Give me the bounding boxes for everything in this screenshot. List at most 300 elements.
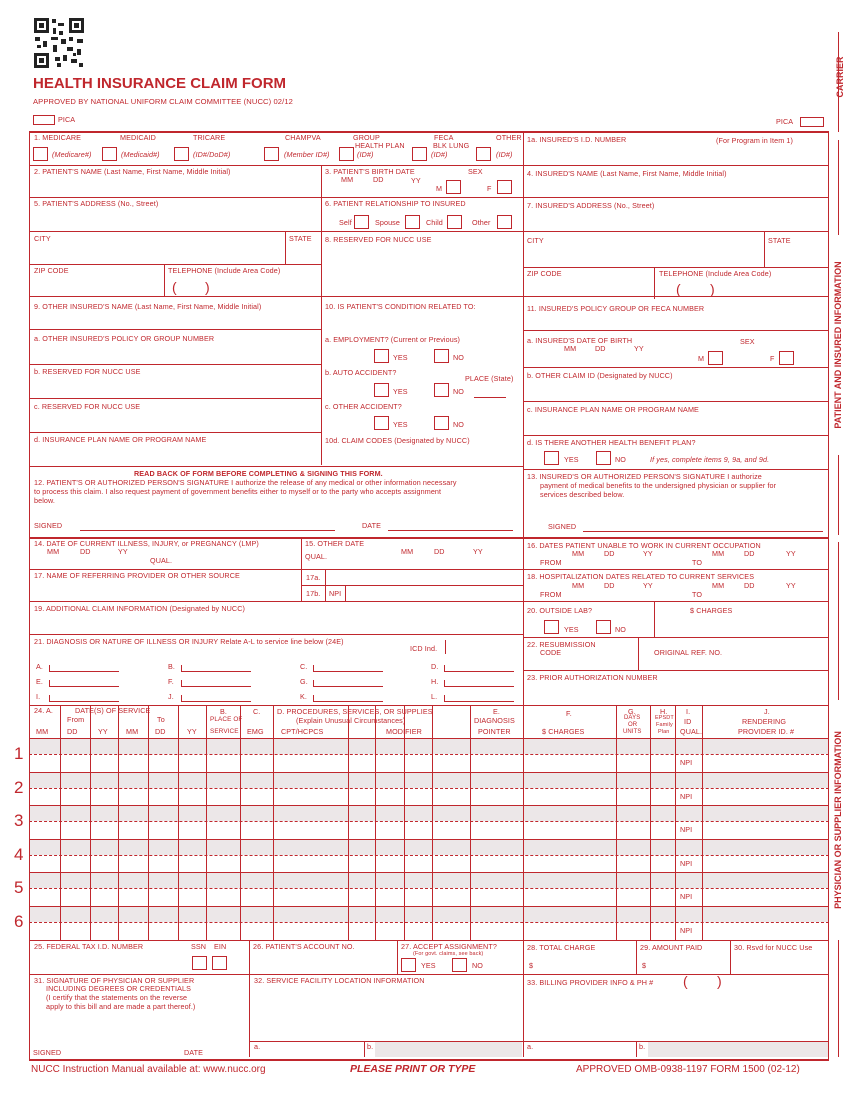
item24-mm1: MM xyxy=(36,727,49,736)
item6-child: Child xyxy=(426,218,443,227)
column-divider-right xyxy=(523,131,524,538)
service-line-entry[interactable] xyxy=(30,789,828,806)
item1-other-label: OTHER xyxy=(496,133,522,142)
item11a-m: M xyxy=(698,354,705,363)
insured-sex-m-checkbox[interactable] xyxy=(708,351,723,365)
item14-label: 14. DATE OF CURRENT ILLNESS, INJURY, or PREGNANCY (LMP) xyxy=(34,539,259,548)
item7-label: 7. INSURED'S ADDRESS (No., Street) xyxy=(527,201,655,210)
item15-label: 15. OTHER DATE xyxy=(305,539,365,548)
item21-label: 21. DIAGNOSIS OR NATURE OF ILLNESS OR INJURY Relate A-L to service line below (24E) xyxy=(34,637,344,646)
item17b-npi: NPI xyxy=(329,589,342,598)
item13-line1: 13. INSURED'S OR AUTHORIZED PERSON'S SIGNATURE I authorize xyxy=(527,472,762,481)
another-plan-no-label: NO xyxy=(615,455,626,464)
tricare-id-label: (ID#/DoD#) xyxy=(193,150,231,159)
other-accident-yes-checkbox[interactable] xyxy=(374,416,389,430)
outside-lab-yes-checkbox[interactable] xyxy=(544,620,559,634)
item24j-provider: PROVIDER ID. # xyxy=(738,727,795,736)
diagnosis-letter: K. xyxy=(300,692,307,701)
tricare-checkbox[interactable] xyxy=(174,147,189,161)
feca-id-label: (ID#) xyxy=(431,150,448,159)
item16-yy1: YY xyxy=(643,549,653,558)
item28-dollar: $ xyxy=(529,961,534,970)
item33-label: 33. BILLING PROVIDER INFO & PH # xyxy=(527,978,654,987)
employment-yes-label: YES xyxy=(393,353,408,362)
employment-no-checkbox[interactable] xyxy=(434,349,449,363)
patient-sex-f-checkbox[interactable] xyxy=(497,180,512,194)
service-line-number: 5 xyxy=(14,878,24,898)
item14-yy: YY xyxy=(118,547,128,556)
accept-no-label: NO xyxy=(472,961,483,970)
row-line-25 xyxy=(29,974,829,975)
item24g-label: G. xyxy=(628,707,636,716)
service-line-entry[interactable] xyxy=(30,856,828,873)
diagnosis-entry-line[interactable] xyxy=(444,686,514,687)
tel-left-paren-open: ( xyxy=(172,279,177,295)
item23-label: 23. PRIOR AUTHORIZATION NUMBER xyxy=(527,673,658,682)
row-line-8-right xyxy=(523,401,829,402)
item1a-label: 1a. INSURED'S I.D. NUMBER xyxy=(527,135,627,144)
item30-label: 30. Rsvd for NUCC Use xyxy=(734,943,813,952)
item14-15-divider xyxy=(301,537,302,569)
item11a-dd: DD xyxy=(595,344,606,353)
service-line-entry[interactable] xyxy=(30,923,828,940)
item1a-program-note: (For Program in Item 1) xyxy=(716,136,793,145)
other-checkbox[interactable] xyxy=(476,147,491,161)
row-line-10-right xyxy=(523,469,829,470)
insured-sex-f-checkbox[interactable] xyxy=(779,351,794,365)
item25-26-divider xyxy=(249,940,250,1057)
item24f-charges: $ CHARGES xyxy=(542,727,585,736)
row-line-4-right xyxy=(523,267,829,268)
item31-line2: INCLUDING DEGREES OR CREDENTIALS xyxy=(46,984,191,993)
patient-sex-m-checkbox[interactable] xyxy=(446,180,461,194)
item16-to: TO xyxy=(692,558,703,567)
item24-yy1: YY xyxy=(98,727,108,736)
item13-signature-line[interactable] xyxy=(583,531,823,532)
service-column-line xyxy=(675,705,676,940)
item4-label: 4. INSURED'S NAME (Last Name, First Name, Middle Initial) xyxy=(527,169,727,178)
other-accident-no-label: NO xyxy=(453,420,464,429)
item18-from: FROM xyxy=(540,590,562,599)
another-plan-yes-label: YES xyxy=(564,455,579,464)
pica-left-checkbox[interactable] xyxy=(33,115,55,125)
diagnosis-entry-line[interactable] xyxy=(444,701,514,702)
item24-from-label: From xyxy=(67,715,85,724)
item17-qual-divider xyxy=(325,569,326,601)
item17b-npi-divider xyxy=(345,585,346,601)
item24i-qual: QUAL. xyxy=(680,727,703,736)
item25-label: 25. FEDERAL TAX I.D. NUMBER xyxy=(34,942,144,951)
zip-right-label: ZIP CODE xyxy=(527,269,562,278)
diagnosis-entry-line[interactable] xyxy=(49,671,119,672)
service-column-line xyxy=(148,705,149,940)
group-health-checkbox[interactable] xyxy=(339,147,354,161)
item24h-family: Family xyxy=(656,722,673,728)
item31-signed: SIGNED xyxy=(33,1048,62,1057)
read-back-notice: READ BACK OF FORM BEFORE COMPLETING & SIGNING THIS FORM. xyxy=(134,469,383,478)
item31-line4: apply to this bill and are made a part thereof.) xyxy=(46,1002,196,1011)
diagnosis-entry-line[interactable] xyxy=(181,701,251,702)
other-accident-yes-label: YES xyxy=(393,420,408,429)
footer-right: APPROVED OMB-0938-1197 FORM 1500 (02-12) xyxy=(576,1064,800,1075)
item24-yy2: YY xyxy=(187,727,197,736)
item3-sex: SEX xyxy=(468,167,483,176)
service-column-line xyxy=(348,705,349,940)
service-column-line xyxy=(178,705,179,940)
row-line-17 xyxy=(29,601,829,602)
city-state-divider-left xyxy=(285,231,286,264)
item16-label: 16. DATES PATIENT UNABLE TO WORK IN CURRENT OCCUPATION xyxy=(527,541,761,550)
row-line-3 xyxy=(29,231,829,232)
item12-line1: 12. PATIENT'S OR AUTHORIZED PERSON'S SIGNATURE I authorize the release of any medical or other information necessary xyxy=(34,478,457,487)
service-line-shaded[interactable] xyxy=(30,907,828,922)
ein-checkbox[interactable] xyxy=(212,956,227,970)
item29-dollar: $ xyxy=(642,961,647,970)
item32b-label: b. xyxy=(367,1042,374,1051)
row-line-22 xyxy=(523,670,829,671)
service-line-shaded[interactable] xyxy=(30,806,828,821)
diagnosis-letter: I. xyxy=(36,692,41,701)
row-line-24-bottom xyxy=(29,940,829,941)
item24e-diagnosis: DIAGNOSIS xyxy=(474,716,515,725)
footer-left: NUCC Instruction Manual available at: www.nucc.org xyxy=(31,1064,266,1075)
service-line-shaded[interactable] xyxy=(30,873,828,888)
item24c-emg: EMG xyxy=(247,727,264,736)
item24h-epsdt: EPSDT xyxy=(655,715,674,721)
service-line-shaded[interactable] xyxy=(30,739,828,754)
zip-left-label: ZIP CODE xyxy=(34,266,69,275)
item32-label: 32. SERVICE FACILITY LOCATION INFORMATION xyxy=(254,976,425,985)
item29-30-divider xyxy=(730,940,731,974)
place-state-label: PLACE (State) xyxy=(465,374,514,383)
tel-right-paren-close: ) xyxy=(710,281,715,297)
another-plan-no-checkbox[interactable] xyxy=(596,451,611,465)
item24g-days: DAYS xyxy=(624,715,641,721)
diagnosis-letter: F. xyxy=(168,677,174,686)
item18-mm2: MM xyxy=(712,581,725,590)
city-right-label: CITY xyxy=(527,236,544,245)
item12-date: DATE xyxy=(362,521,382,530)
auto-accident-yes-checkbox[interactable] xyxy=(374,383,389,397)
item19-label: 19. ADDITIONAL CLAIM INFORMATION (Designated by NUCC) xyxy=(34,604,245,613)
item32b-shade xyxy=(375,1042,522,1057)
icd-ind-box[interactable] xyxy=(445,640,446,654)
item18-yy1: YY xyxy=(643,581,653,590)
item3-yy: YY xyxy=(411,176,421,185)
relationship-child-checkbox[interactable] xyxy=(447,215,462,229)
medicare-checkbox[interactable] xyxy=(33,147,48,161)
item16-yy2: YY xyxy=(786,549,796,558)
service-header-bottom xyxy=(29,738,829,739)
physician-side-label: PHYSICIAN OR SUPPLIER INFORMATION xyxy=(833,700,843,940)
item15-mm: MM xyxy=(401,547,414,556)
item33-ab-divider xyxy=(636,1041,637,1057)
item1-medicare-label: 1. MEDICARE xyxy=(34,133,82,142)
row-line-7-right xyxy=(523,367,829,368)
item12-signature-line[interactable] xyxy=(80,530,335,531)
item3-f: F xyxy=(487,184,492,193)
item24-to-label: To xyxy=(157,715,165,724)
state-right-label: STATE xyxy=(768,236,791,245)
item24e-label: E. xyxy=(493,707,500,716)
champva-checkbox[interactable] xyxy=(264,147,279,161)
outside-lab-no-checkbox[interactable] xyxy=(596,620,611,634)
item1-group-label: GROUP xyxy=(353,133,380,142)
item24c-label: C. xyxy=(253,707,261,716)
diagnosis-entry-tick xyxy=(444,680,445,687)
service-column-line xyxy=(118,705,119,940)
item24h-plan: Plan xyxy=(658,729,670,735)
item32-ab-divider xyxy=(364,1041,365,1057)
item13-signed: SIGNED xyxy=(548,522,577,531)
diagnosis-entry-tick xyxy=(181,695,182,702)
tel-right-paren-open: ( xyxy=(676,281,681,297)
item1-tricare-label: TRICARE xyxy=(193,133,226,142)
item27-note: (For govt. claims, see back) xyxy=(413,951,484,957)
item33-paren-open: ( xyxy=(683,973,688,989)
item15-dd: DD xyxy=(434,547,445,556)
service-column-line xyxy=(60,705,61,940)
state-left-label: STATE xyxy=(289,234,312,243)
champva-id-label: (Member ID#) xyxy=(284,150,330,159)
diagnosis-letter: H. xyxy=(431,677,439,686)
item24f-label: F. xyxy=(566,709,572,718)
accept-assignment-no-checkbox[interactable] xyxy=(452,958,467,972)
service-column-line xyxy=(702,705,703,940)
item12-line3: below. xyxy=(34,496,55,505)
item22-line2: CODE xyxy=(540,648,562,657)
item2-label: 2. PATIENT'S NAME (Last Name, First Name, Middle Initial) xyxy=(34,167,231,176)
item33b-label: b. xyxy=(639,1042,646,1051)
service-line-entry[interactable] xyxy=(30,822,828,839)
item17a-label: 17a. xyxy=(306,573,321,582)
auto-yes-label: YES xyxy=(393,387,408,396)
service-column-line xyxy=(470,705,471,940)
item33-paren-close: ) xyxy=(717,973,722,989)
row-line-6-right xyxy=(523,330,829,331)
service-column-line xyxy=(375,705,376,940)
auto-accident-no-checkbox[interactable] xyxy=(434,383,449,397)
item12-line2: to process this claim. I also request payment of government benefits either to myself or to the party who accepts assignment xyxy=(34,487,442,496)
item26-27-divider xyxy=(397,940,398,974)
ein-label: EIN xyxy=(214,942,227,951)
item28-label: 28. TOTAL CHARGE xyxy=(527,943,596,952)
item3-mm: MM xyxy=(341,175,354,184)
tel-left-paren-close: ) xyxy=(205,279,210,295)
service-line-number: 1 xyxy=(14,744,24,763)
item10b-label: b. AUTO ACCIDENT? xyxy=(325,368,397,377)
qr-code xyxy=(33,17,85,69)
item8-label: 8. RESERVED FOR NUCC USE xyxy=(325,235,432,244)
item14-qual: QUAL. xyxy=(150,556,173,565)
item24d-explain: (Explain Unusual Circumstances) xyxy=(296,716,406,725)
item24i-label: I. xyxy=(686,707,691,716)
other-accident-no-checkbox[interactable] xyxy=(434,416,449,430)
item1-feca-label: FECA xyxy=(434,133,454,142)
service-line-shaded[interactable] xyxy=(30,773,828,788)
item22-divider xyxy=(638,637,639,670)
service-line-entry[interactable] xyxy=(30,889,828,906)
pica-right-checkbox[interactable] xyxy=(800,117,824,127)
item24-dd1: DD xyxy=(67,727,78,736)
item18-dd1: DD xyxy=(604,581,615,590)
original-ref-label: ORIGINAL REF. NO. xyxy=(654,648,723,657)
city-state-divider-right xyxy=(764,231,765,267)
item18-dd2: DD xyxy=(744,581,755,590)
diagnosis-entry-line[interactable] xyxy=(181,671,251,672)
item22-line1: 22. RESUBMISSION xyxy=(527,640,596,649)
diagnosis-entry-tick xyxy=(313,695,314,702)
item20-divider xyxy=(654,601,655,637)
diagnosis-letter: J. xyxy=(168,692,174,701)
service-line-shaded[interactable] xyxy=(30,840,828,855)
item11-label: 11. INSURED'S POLICY GROUP OR FECA NUMBER xyxy=(527,304,705,313)
item18-mm1: MM xyxy=(572,581,585,590)
diagnosis-letter: G. xyxy=(300,677,308,686)
item24-dd2: DD xyxy=(155,727,166,736)
item13-line2: payment of medical benefits to the undersigned physician or supplier for xyxy=(540,481,777,490)
item20-charges: $ CHARGES xyxy=(690,606,733,615)
diagnosis-entry-line[interactable] xyxy=(49,701,119,702)
row-line-19-right xyxy=(523,637,829,638)
service-column-line xyxy=(273,705,274,940)
diagnosis-entry-tick xyxy=(49,680,50,687)
item12-date-line[interactable] xyxy=(388,530,513,531)
item17-inner-line xyxy=(301,585,523,586)
frame-bottom xyxy=(29,1059,829,1061)
relationship-other-checkbox[interactable] xyxy=(497,215,512,229)
row-line-6-left xyxy=(29,329,322,330)
item17-label: 17. NAME OF REFERRING PROVIDER OR OTHER SOURCE xyxy=(34,571,240,580)
item9a-label: a. OTHER INSURED'S POLICY OR GROUP NUMBER xyxy=(34,334,215,343)
medicaid-checkbox[interactable] xyxy=(102,147,117,161)
diagnosis-letter: E. xyxy=(36,677,43,686)
diagnosis-entry-line[interactable] xyxy=(444,671,514,672)
item11a-sex: SEX xyxy=(740,337,755,346)
diagnosis-entry-line[interactable] xyxy=(181,686,251,687)
service-column-line xyxy=(404,705,405,940)
item18-yy2: YY xyxy=(786,581,796,590)
place-state-line xyxy=(474,397,506,398)
diagnosis-letter: B. xyxy=(168,662,175,671)
item10c-label: c. OTHER ACCIDENT? xyxy=(325,402,402,411)
zip-tel-divider-left xyxy=(164,264,165,296)
item24g-or: OR xyxy=(628,722,638,728)
item10-label: 10. IS PATIENT'S CONDITION RELATED TO: xyxy=(325,302,476,311)
service-column-line xyxy=(206,705,207,940)
item6-spouse: Spouse xyxy=(375,218,400,227)
employment-yes-checkbox[interactable] xyxy=(374,349,389,363)
ssn-label: SSN xyxy=(191,942,207,951)
item11b-label: b. OTHER CLAIM ID (Designated by NUCC) xyxy=(527,371,673,380)
diagnosis-entry-tick xyxy=(181,680,182,687)
service-line-npi: NPI xyxy=(680,926,693,935)
item18-label: 18. HOSPITALIZATION DATES RELATED TO CURRENT SERVICES xyxy=(527,572,755,581)
service-line-npi: NPI xyxy=(680,892,693,902)
item10d-label: 10d. CLAIM CODES (Designated by NUCC) xyxy=(325,436,470,445)
item24-dates-label: DATE(S) OF SERVICE xyxy=(75,706,151,715)
icd-ind-label: ICD Ind. xyxy=(410,644,438,653)
item24b-label: B. xyxy=(220,707,227,716)
item5-label: 5. PATIENT'S ADDRESS (No., Street) xyxy=(34,199,159,208)
pica-left-label: PICA xyxy=(58,115,76,124)
pica-right-label: PICA xyxy=(776,117,794,126)
row-line-19-left xyxy=(29,634,523,635)
accept-assignment-yes-checkbox[interactable] xyxy=(401,958,416,972)
item3-label: 3. PATIENT'S BIRTH DATE xyxy=(325,167,415,176)
item24d-cpt: CPT/HCPCS xyxy=(281,727,324,736)
outside-lab-yes-label: YES xyxy=(564,625,579,634)
item24j-rendering: RENDERING xyxy=(742,717,787,726)
row-line-9-right xyxy=(523,435,829,436)
item1-blk-lung-label: BLK LUNG xyxy=(433,141,470,150)
item24-mm2: MM xyxy=(126,727,139,736)
item1-champva-label: CHAMPVA xyxy=(285,133,321,142)
item12-signed: SIGNED xyxy=(34,521,63,530)
another-plan-yes-checkbox[interactable] xyxy=(544,451,559,465)
service-line-npi: NPI xyxy=(680,825,693,835)
item24g-units: UNITS xyxy=(623,729,642,735)
service-line-npi: NPI xyxy=(680,791,693,801)
group-id-label: (ID#) xyxy=(357,150,374,159)
service-line-npi: NPI xyxy=(680,858,693,868)
diagnosis-entry-line[interactable] xyxy=(313,701,383,702)
row-line-7-left xyxy=(29,364,322,365)
service-line-entry[interactable] xyxy=(30,755,828,772)
service-column-line xyxy=(616,705,617,940)
diagnosis-entry-line[interactable] xyxy=(49,686,119,687)
item3-dd: DD xyxy=(373,175,384,184)
item27-label: 27. ACCEPT ASSIGNMENT? xyxy=(401,942,497,951)
item13-line3: services described below. xyxy=(540,490,625,499)
item33b-shade xyxy=(648,1042,828,1057)
accept-yes-label: YES xyxy=(421,961,436,970)
item11d-label: d. IS THERE ANOTHER HEALTH BENEFIT PLAN? xyxy=(527,438,696,447)
feca-checkbox[interactable] xyxy=(412,147,427,161)
item14-dd: DD xyxy=(80,547,91,556)
relationship-spouse-checkbox[interactable] xyxy=(405,215,420,229)
item11d-note: If yes, complete items 9, 9a, and 9d. xyxy=(650,455,770,464)
service-line-number: 6 xyxy=(14,912,24,931)
item24h-label: H. xyxy=(660,707,668,716)
diagnosis-entry-line[interactable] xyxy=(313,671,383,672)
service-column-line xyxy=(650,705,651,940)
telephone-left-label: TELEPHONE (Include Area Code) xyxy=(168,266,281,275)
item16-dd1: DD xyxy=(604,549,615,558)
item16-mm1: MM xyxy=(572,549,585,558)
diagnosis-entry-line[interactable] xyxy=(313,686,383,687)
relationship-self-checkbox[interactable] xyxy=(354,215,369,229)
item17b-label: 17b. xyxy=(306,589,321,598)
item24b-place: PLACE OF xyxy=(210,716,243,723)
item9b-label: b. RESERVED FOR NUCC USE xyxy=(34,367,141,376)
item28-29-divider xyxy=(636,940,637,974)
item31-line3: (I certify that the statements on the reverse xyxy=(46,993,188,1002)
service-line-number: 2 xyxy=(14,777,24,797)
diagnosis-entry-tick xyxy=(444,695,445,702)
ssn-checkbox[interactable] xyxy=(192,956,207,970)
item9c-label: c. RESERVED FOR NUCC USE xyxy=(34,402,141,411)
item16-mm2: MM xyxy=(712,549,725,558)
diagnosis-entry-tick xyxy=(313,665,314,672)
outside-lab-no-label: NO xyxy=(615,625,626,634)
item11a-yy: YY xyxy=(634,344,644,353)
service-column-line xyxy=(240,705,241,940)
item24b-service: SERVICE xyxy=(210,728,239,735)
service-column-line xyxy=(90,705,91,940)
service-line-number: 4 xyxy=(14,844,24,864)
item32a-label: a. xyxy=(254,1042,261,1051)
